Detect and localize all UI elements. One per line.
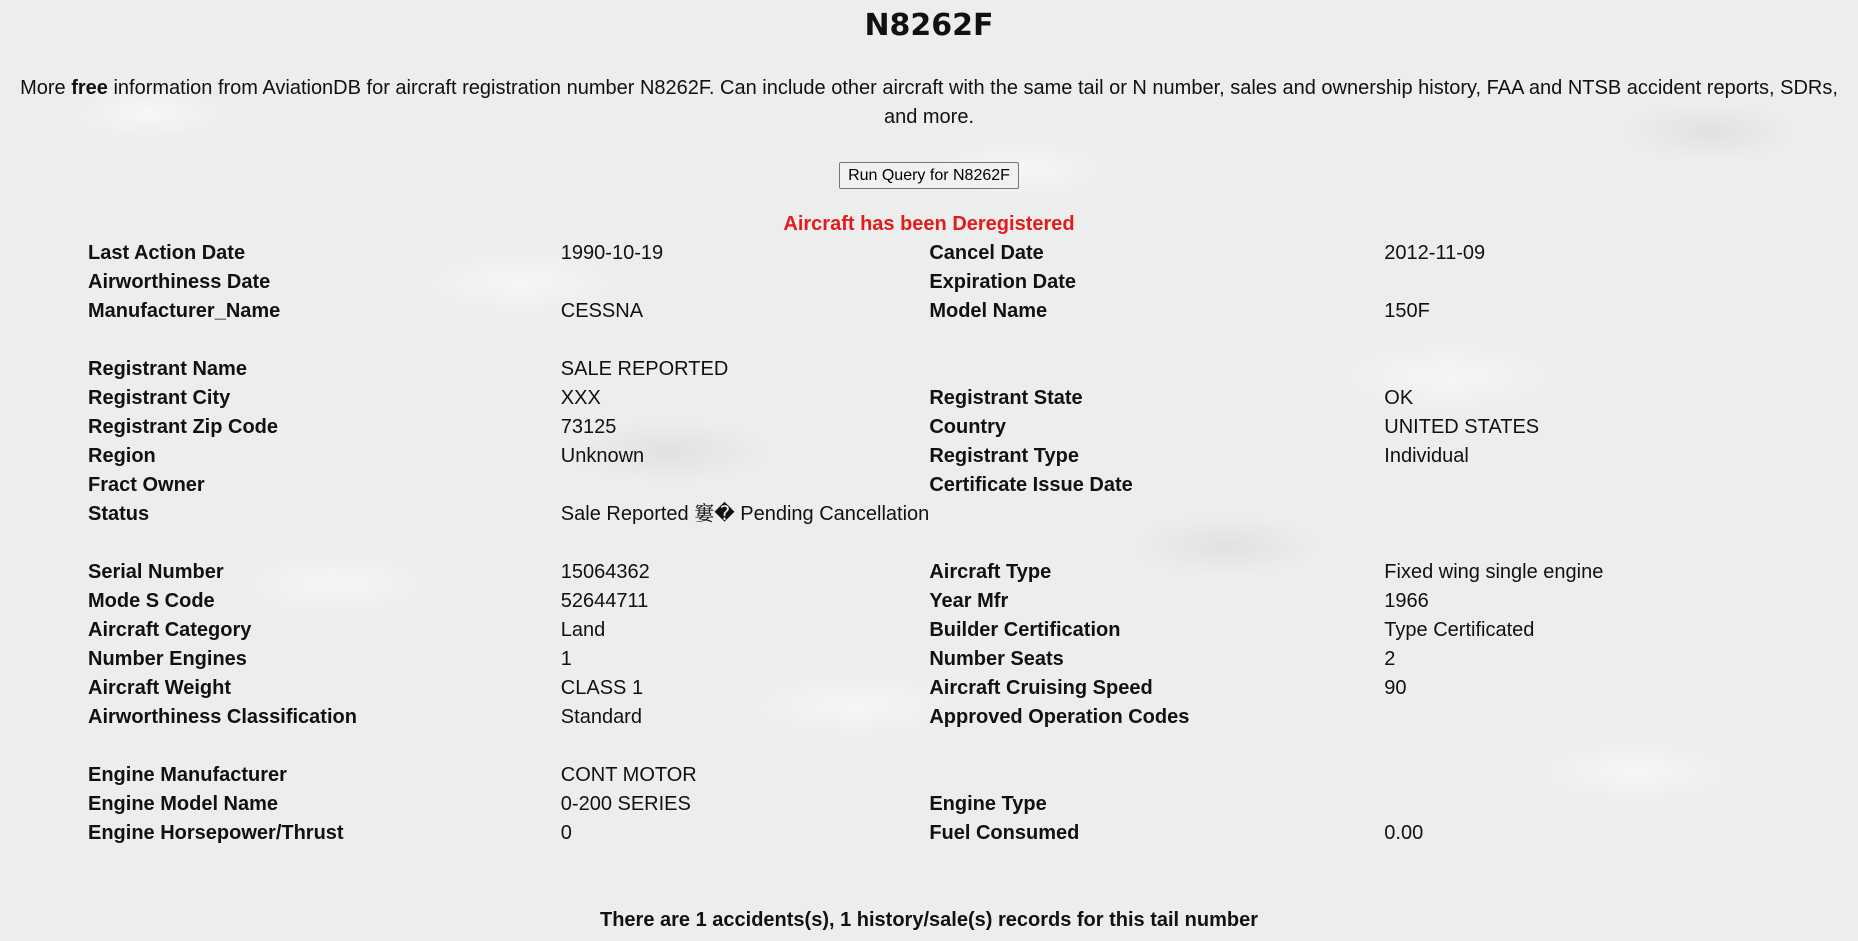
engine-horsepower-value: 0 (560, 822, 572, 844)
registrant-city-value: XXX (560, 387, 601, 409)
registrant-name-label: Registrant Name (88, 358, 247, 380)
table-row (88, 268, 1808, 297)
engine-manufacturer-value: CONT MOTOR (560, 764, 697, 786)
registrant-state-value: OK (1384, 387, 1414, 409)
table-row (88, 616, 1808, 645)
registrant-zip-label: Registrant Zip Code (88, 416, 279, 438)
last-action-date-label: Last Action Date (88, 242, 246, 264)
year-mfr-label: Year Mfr (929, 590, 1009, 612)
model-name-value: 150F (1384, 300, 1430, 322)
table-row (88, 297, 1808, 326)
certificate-issue-date-value (1384, 471, 1808, 500)
engine-manufacturer-label: Engine Manufacturer (88, 764, 287, 786)
aircraft-category-value: Land (560, 619, 606, 641)
registrant-city-label: Registrant City (88, 387, 231, 409)
empty-cell (929, 761, 1384, 790)
aircraft-weight-value: CLASS 1 (560, 677, 644, 699)
table-row (88, 442, 1808, 471)
aircraft-weight-label: Aircraft Weight (88, 677, 231, 699)
year-mfr-value: 1966 (1384, 590, 1429, 612)
records-summary: There are 1 accidents(s), 1 history/sale(s) records for this tail number (600, 909, 1258, 931)
run-query-button[interactable]: Run Query for N8262F (839, 162, 1019, 189)
empty-cell (929, 355, 1384, 384)
registrant-type-value: Individual (1384, 445, 1469, 467)
empty-cell (929, 500, 1384, 529)
table-spacer (88, 732, 1808, 761)
model-name-label: Model Name (929, 300, 1048, 322)
expiration-date-label: Expiration Date (929, 271, 1077, 293)
certificate-issue-date-label: Certificate Issue Date (929, 474, 1133, 496)
table-row (88, 239, 1808, 268)
engine-model-name-label: Engine Model Name (88, 793, 279, 815)
table-row (88, 819, 1808, 848)
registrant-type-label: Registrant Type (929, 445, 1079, 467)
engine-model-name-value: 0-200 SERIES (560, 793, 691, 815)
fract-owner-value (561, 471, 930, 500)
deregistered-notice: Aircraft has been Deregistered (783, 213, 1075, 235)
number-seats-value: 2 (1384, 648, 1396, 670)
status-label: Status (88, 503, 150, 525)
intro-text (10, 74, 1848, 132)
engine-type-label: Engine Type (929, 793, 1047, 815)
table-row (88, 558, 1808, 587)
table-row (88, 500, 1808, 529)
page-title: N8262F (864, 8, 994, 43)
number-engines-value: 1 (560, 648, 572, 670)
builder-certification-value: Type Certificated (1384, 619, 1535, 641)
serial-number-label: Serial Number (88, 561, 224, 583)
fract-owner-label: Fract Owner (88, 474, 205, 496)
aircraft-type-label: Aircraft Type (929, 561, 1052, 583)
country-label: Country (929, 416, 1006, 438)
empty-cell (1384, 761, 1808, 790)
status-value: Sale Reported 窶� Pending Cancellation (560, 503, 930, 525)
table-row (88, 587, 1808, 616)
spacer-cell (88, 529, 1808, 558)
registrant-zip-value: 73125 (560, 416, 617, 438)
airworthiness-date-value (561, 268, 930, 297)
engine-horsepower-label: Engine Horsepower/Thrust (88, 822, 344, 844)
airworthiness-classification-label: Airworthiness Classification (88, 706, 357, 728)
manufacturer-name-value: CESSNA (560, 300, 644, 322)
approved-operation-codes-label: Approved Operation Codes (929, 706, 1190, 728)
airworthiness-classification-value: Standard (560, 706, 642, 728)
table-row (88, 355, 1808, 384)
spacer-cell (88, 732, 1808, 761)
last-action-date-value: 1990-10-19 (560, 242, 664, 264)
mode-s-code-label: Mode S Code (88, 590, 215, 612)
manufacturer-name-label: Manufacturer_Name (88, 300, 281, 322)
cancel-date-label: Cancel Date (929, 242, 1044, 264)
cancel-date-value: 2012-11-09 (1384, 242, 1486, 264)
region-label: Region (88, 445, 156, 467)
table-spacer (88, 326, 1808, 355)
intro-text-start: More (20, 77, 72, 99)
table-row (88, 384, 1808, 413)
empty-cell (1384, 355, 1808, 384)
engine-type-value (1384, 790, 1808, 819)
fuel-consumed-label: Fuel Consumed (929, 822, 1080, 844)
query-form (0, 162, 1858, 189)
empty-cell (1384, 500, 1808, 529)
aircraft-category-label: Aircraft Category (88, 619, 252, 641)
number-engines-label: Number Engines (88, 648, 247, 670)
cruising-speed-label: Aircraft Cruising Speed (929, 677, 1153, 699)
table-row (88, 761, 1808, 790)
table-spacer (88, 529, 1808, 558)
approved-operation-codes-value (1384, 703, 1808, 732)
table-row (88, 674, 1808, 703)
aircraft-details-table (88, 239, 1808, 848)
aircraft-type-value: Fixed wing single engine (1384, 561, 1604, 583)
number-seats-label: Number Seats (929, 648, 1064, 670)
table-row (88, 645, 1808, 674)
table-row (88, 471, 1808, 500)
serial-number-value: 15064362 (560, 561, 650, 583)
mode-s-code-value: 52644711 (560, 590, 649, 612)
table-row (88, 790, 1808, 819)
region-value: Unknown (560, 445, 645, 467)
country-value: UNITED STATES (1384, 416, 1540, 438)
table-row (88, 413, 1808, 442)
table-row (88, 703, 1808, 732)
airworthiness-date-label: Airworthiness Date (88, 271, 271, 293)
intro-free-emphasis: free (71, 77, 108, 99)
intro-text-rest: information from AviationDB for aircraft registration number N8262F. Can include other aircraft with the same tail or N number, sales and ownership history, FAA and NTSB accident reports, SDRs, and more. (107, 77, 1838, 128)
expiration-date-value (1384, 268, 1808, 297)
spacer-cell (88, 326, 1808, 355)
registrant-state-label: Registrant State (929, 387, 1083, 409)
cruising-speed-value: 90 (1384, 677, 1407, 699)
registrant-name-value: SALE REPORTED (560, 358, 729, 380)
fuel-consumed-value: 0.00 (1384, 822, 1424, 844)
builder-certification-label: Builder Certification (929, 619, 1121, 641)
